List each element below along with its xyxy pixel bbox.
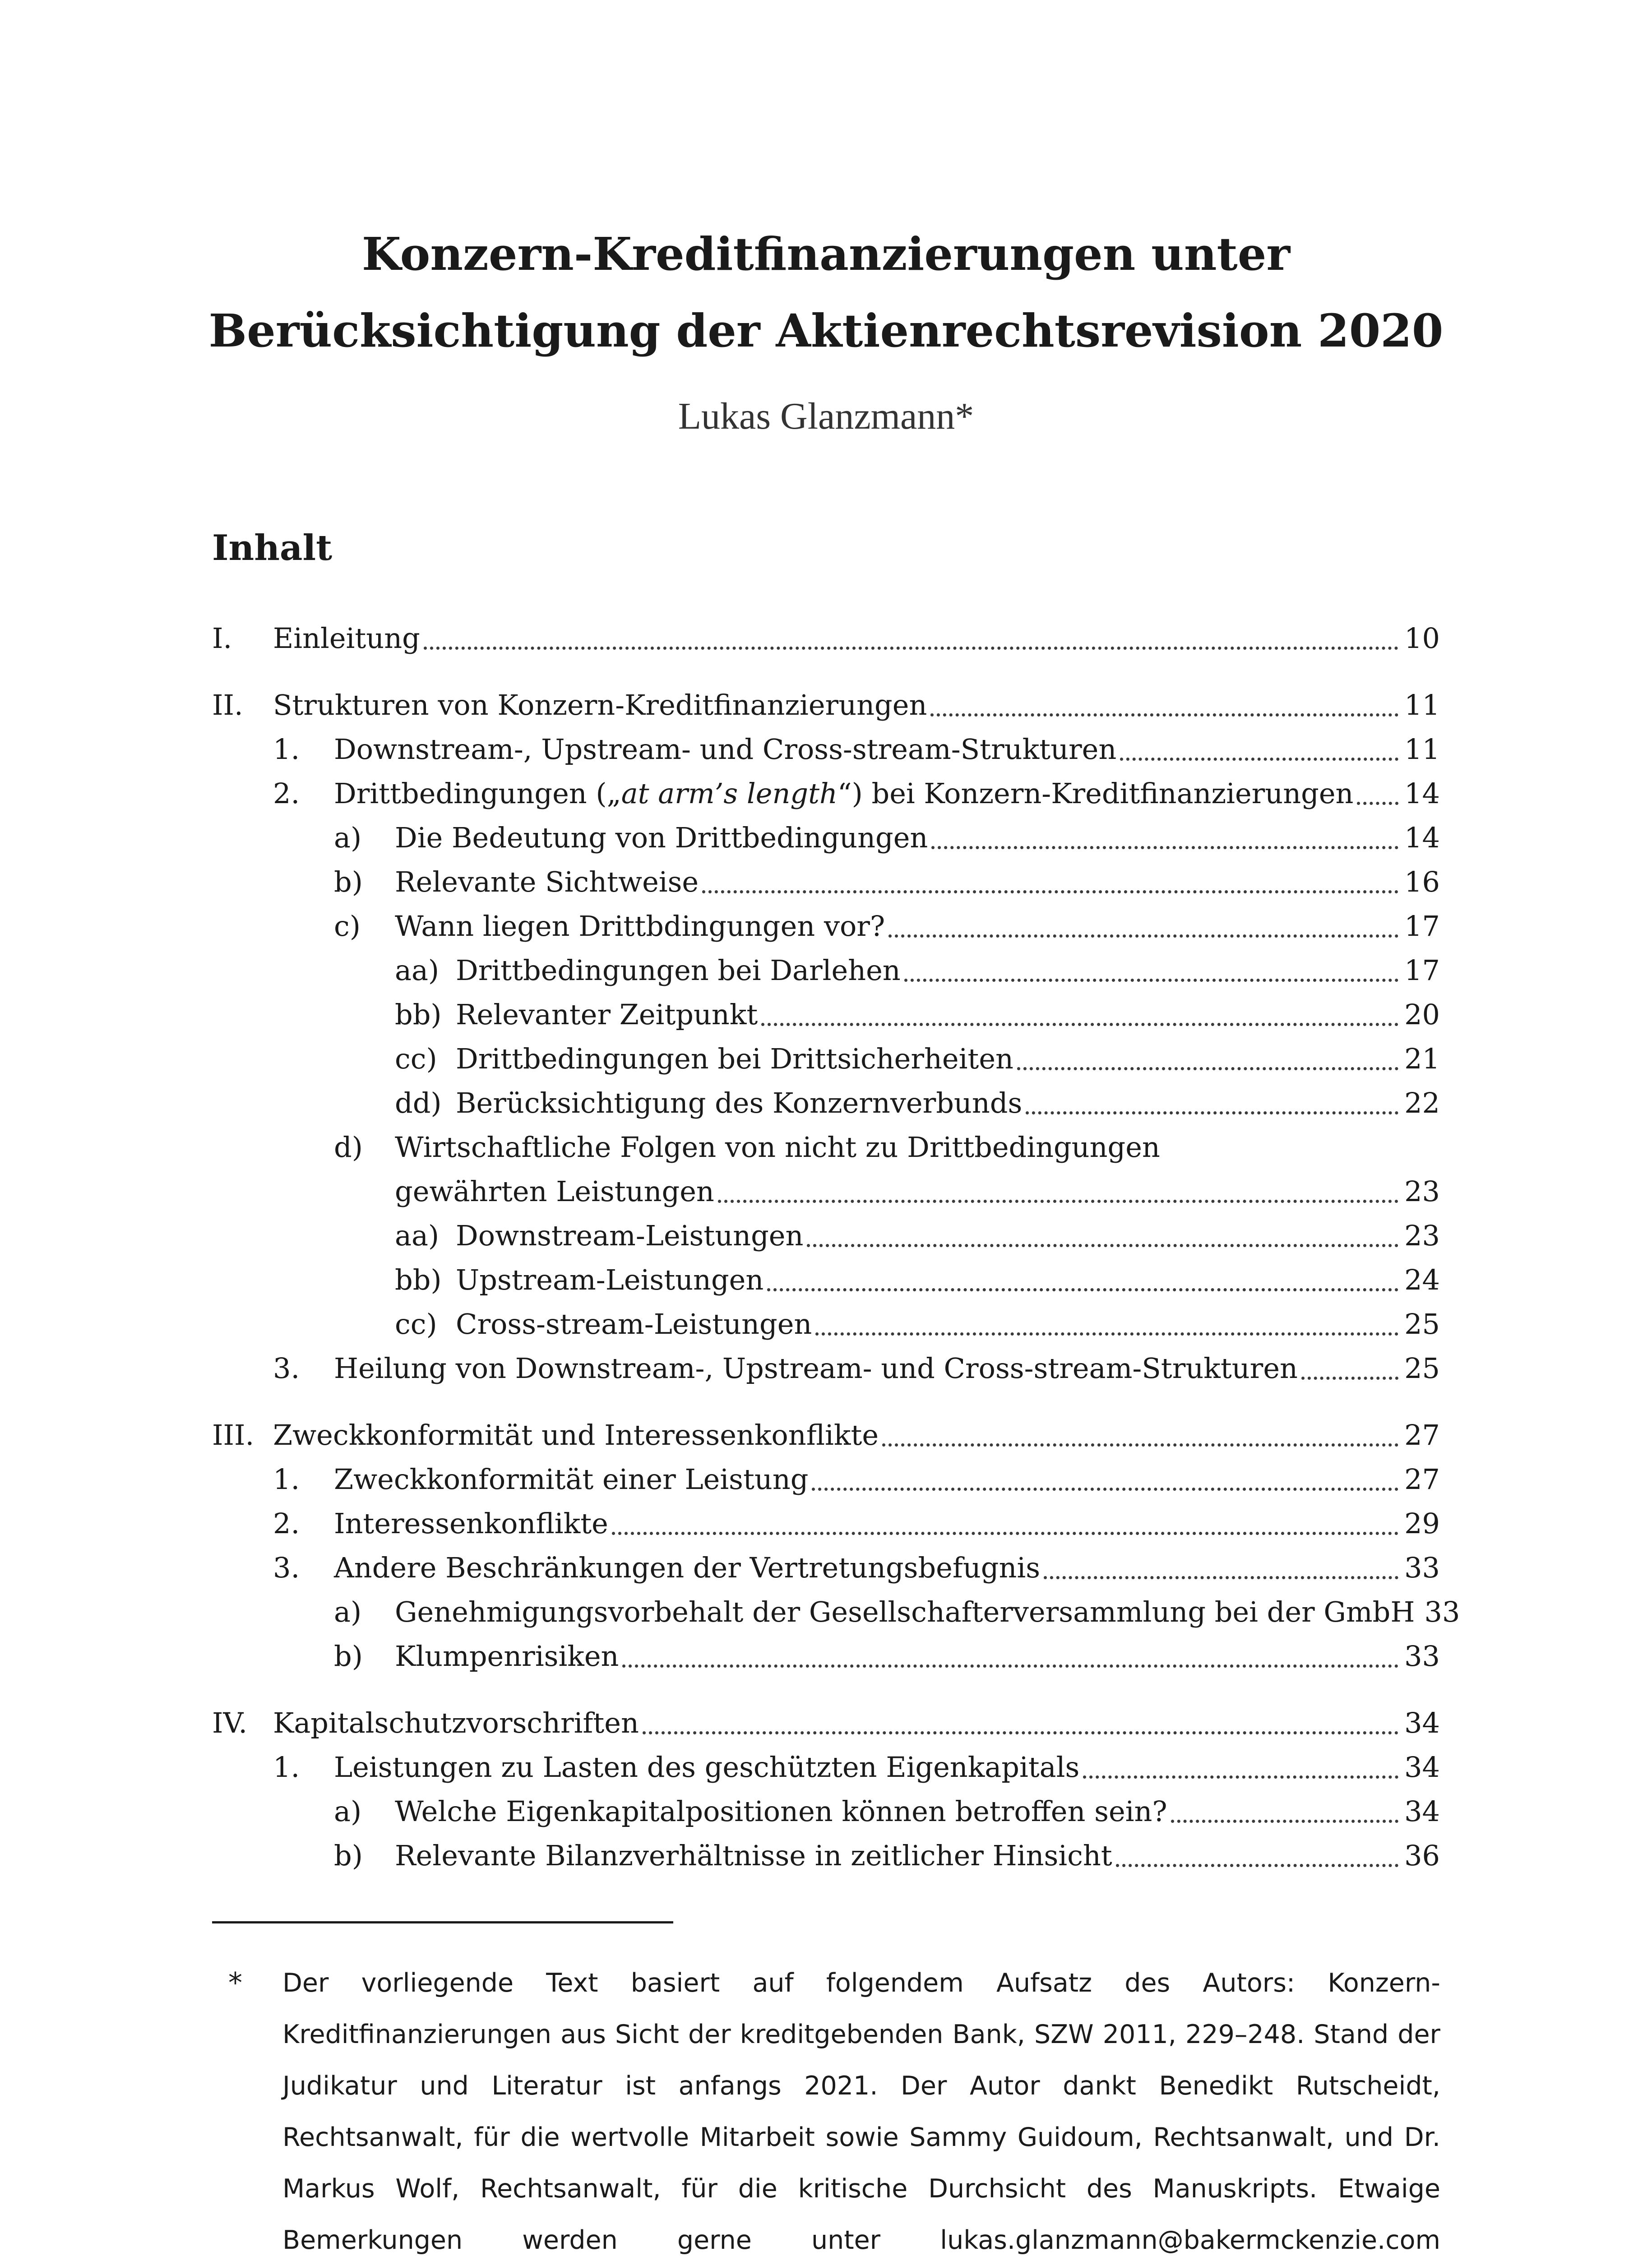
toc-page-number: 27	[1404, 1463, 1440, 1496]
toc-entry-title-line: Wirtschaftliche Folgen von nicht zu Drittbedingungen	[395, 1131, 1160, 1164]
toc-entry-title: Zweckkonformität einer Leistung	[334, 1463, 809, 1496]
toc-entry-number: 3.	[273, 1352, 300, 1385]
toc-entry-line	[395, 860, 1440, 904]
toc-entry-title: Genehmigungsvorbehalt der Gesellschafterversammlung bei der GmbH	[395, 1595, 1415, 1628]
toc-leader-dots	[1301, 1368, 1398, 1380]
toc-entry-title: Relevante Sichtweise	[395, 865, 699, 898]
toc-page-number: 34	[1404, 1706, 1440, 1739]
toc-entry-number: b)	[334, 1839, 363, 1872]
toc-page-number: 14	[1404, 777, 1440, 810]
toc-entry	[0, 860, 1440, 904]
toc-entry	[0, 1413, 1440, 1457]
toc-entry	[0, 1125, 1440, 1170]
toc-entry	[0, 1302, 1440, 1346]
toc-page-number: 20	[1404, 998, 1440, 1031]
toc-entry	[0, 904, 1440, 948]
toc-entry-number: dd)	[395, 1086, 442, 1119]
toc-entry-line	[273, 683, 1440, 727]
toc-entry-number: b)	[334, 865, 363, 898]
toc-page-number: 21	[1404, 1042, 1440, 1075]
toc-entry-number: 1.	[273, 1751, 300, 1784]
toc-leader-dots	[882, 1434, 1398, 1447]
toc-heading: Inhalt	[212, 527, 333, 569]
toc-entry	[0, 727, 1440, 772]
toc-entry-title-part: Drittbedingungen („	[334, 777, 621, 810]
toc-entry-title: Downstream-, Upstream- und Cross-stream-Strukturen	[334, 733, 1117, 766]
toc-entry-number: b)	[334, 1640, 363, 1673]
toc-page-number: 14	[1404, 821, 1440, 854]
article-title	[0, 216, 1652, 369]
toc-entry	[0, 1081, 1440, 1125]
toc-entry-number: bb)	[395, 1263, 442, 1296]
toc-entry-line	[456, 948, 1440, 993]
toc-entry-title: Andere Beschränkungen der Vertretungsbefugnis	[334, 1551, 1041, 1584]
toc-entry-title: Berücksichtigung des Konzernverbunds	[456, 1086, 1023, 1119]
toc-entry-line	[334, 1502, 1440, 1546]
footnote-mark: *	[228, 1966, 242, 1999]
toc-entry-number: aa)	[395, 954, 440, 987]
toc-page-number: 17	[1404, 954, 1440, 987]
toc-page-number: 33	[1404, 1551, 1440, 1584]
toc-entry-line	[273, 1413, 1440, 1457]
toc-leader-dots	[1017, 1058, 1398, 1070]
toc-entry-title: Strukturen von Konzern-Kreditfinanzierungen	[273, 689, 927, 721]
toc-entry-number: 2.	[273, 1507, 300, 1540]
toc-entry	[0, 1258, 1440, 1302]
toc-entry	[0, 1789, 1440, 1834]
toc-leader-dots	[1083, 1766, 1398, 1779]
toc-leader-dots	[643, 1722, 1398, 1734]
toc-entry-number: a)	[334, 1595, 362, 1628]
toc-page-number: 34	[1404, 1795, 1440, 1828]
toc-entry-title: Kapitalschutzvorschriften	[273, 1706, 639, 1739]
toc-entry-line	[273, 616, 1440, 661]
toc-page-number: 36	[1404, 1839, 1440, 1872]
toc-entry	[0, 1502, 1440, 1546]
toc-leader-dots	[931, 837, 1398, 849]
toc-entry	[0, 1834, 1440, 1878]
toc-entry-line	[395, 1834, 1440, 1878]
toc-entry	[0, 616, 1440, 661]
toc-entry-line	[395, 1590, 1460, 1634]
toc-entry-title	[334, 772, 1353, 816]
toc-entry	[0, 993, 1440, 1037]
toc-entry-title: Wann liegen Drittbdingungen vor?	[395, 910, 885, 943]
toc-entry-number: 1.	[273, 1463, 300, 1496]
toc-page-number: 33	[1404, 1640, 1440, 1673]
toc-entry-line	[456, 1258, 1440, 1302]
toc-entry-title: Upstream-Leistungen	[456, 1263, 764, 1296]
toc-leader-dots	[1171, 1811, 1398, 1823]
toc-entry-number: 3.	[273, 1551, 300, 1584]
toc-entry-number: c)	[334, 910, 361, 943]
toc-entry-title: Leistungen zu Lasten des geschützten Eigenkapitals	[334, 1751, 1080, 1784]
toc-entry-number: 1.	[273, 733, 300, 766]
toc-leader-dots	[1026, 1102, 1398, 1114]
toc-entry-number: a)	[334, 821, 362, 854]
toc-entry-line	[395, 816, 1440, 860]
author-name: Lukas Glanzmann*	[678, 395, 974, 437]
toc-page-number: 27	[1404, 1419, 1440, 1452]
toc-page-number: 11	[1404, 689, 1440, 721]
toc-entry-title: Relevante Bilanzverhältnisse in zeitlicher Hinsicht	[395, 1839, 1112, 1872]
toc-entry	[0, 816, 1440, 860]
toc-entry-line	[334, 772, 1440, 816]
toc-entry-title: Zweckkonformität und Interessenkonflikte	[273, 1419, 879, 1452]
toc-leader-dots	[1044, 1567, 1398, 1579]
toc-entry-title: gewährten Leistungen	[395, 1175, 714, 1208]
toc-entry-line	[395, 904, 1440, 948]
toc-entry-line	[334, 1745, 1440, 1789]
toc-entry-title: Heilung von Downstream-, Upstream- und Cross-stream-Strukturen	[334, 1352, 1298, 1385]
toc-leader-dots	[767, 1279, 1398, 1291]
toc-leader-dots	[930, 704, 1398, 717]
toc-page-number: 10	[1404, 622, 1440, 655]
toc-entry	[0, 1214, 1440, 1258]
footnote-text: Der vorliegende Text basiert auf folgendem Aufsatz des Autors: Konzern-Kreditfinanzierungen aus Sicht der kreditgebenden Bank, SZW 2011, 229–248. Stand der Judikatur und Literatur ist anfangs 2021. Der Autor dankt Benedikt Rutscheidt, Rechtsanwalt, für die wertvolle Mitarbeit sowie Sammy Guidoum, Rechtsanwalt, und Dr. Markus Wolf, Rechtsanwalt, für die kritische Durchsicht des Manuskripts. Etwaige Bemerkungen werden gerne unter lukas.glanzmann@bakermckenzie.com	[282, 1968, 1440, 2255]
toc-entry-line	[395, 1170, 1440, 1214]
toc-leader-dots	[888, 925, 1398, 938]
toc-entry-title-italic: at arm’s length	[621, 777, 838, 810]
toc-page-number: 23	[1404, 1219, 1440, 1252]
toc-entry-title-part: “) bei Konzern-Kreditfinanzierungen	[837, 777, 1354, 810]
toc-entry-number: d)	[334, 1131, 363, 1164]
toc-entry-line	[456, 1302, 1440, 1346]
toc-entry	[0, 1745, 1440, 1789]
toc-leader-dots	[622, 1655, 1398, 1668]
toc-entry-title: Klumpenrisiken	[395, 1640, 619, 1673]
toc-leader-dots	[1120, 749, 1398, 761]
toc-page-number: 33	[1424, 1595, 1460, 1628]
toc-entry-title: Einleitung	[273, 622, 420, 655]
toc-entry-line	[273, 1701, 1440, 1745]
toc-entry-number: a)	[334, 1795, 362, 1828]
toc-entry-line	[456, 993, 1440, 1037]
toc-entry-number: cc)	[395, 1042, 437, 1075]
toc-page-number: 29	[1404, 1507, 1440, 1540]
toc-page-number: 34	[1404, 1751, 1440, 1784]
toc-entry-number: aa)	[395, 1219, 440, 1252]
toc-entry-title: Drittbedingungen bei Darlehen	[456, 954, 901, 987]
toc-entry-line	[334, 727, 1440, 772]
toc-entry	[0, 772, 1440, 816]
toc-entry-title: Die Bedeutung von Drittbedingungen	[395, 821, 928, 854]
toc-entry	[0, 1546, 1440, 1590]
toc-entry	[0, 1346, 1440, 1391]
toc-page-number: 25	[1404, 1308, 1440, 1341]
toc-entry-number: II.	[212, 689, 243, 721]
toc-entry	[0, 1590, 1460, 1634]
toc-entry-number: I.	[212, 622, 232, 655]
toc-entry-line	[334, 1546, 1440, 1590]
toc-entry-line	[334, 1346, 1440, 1391]
toc-leader-dots	[807, 1235, 1398, 1247]
toc-entry-number: bb)	[395, 998, 442, 1031]
toc-entry-number: IV.	[212, 1706, 248, 1739]
toc-entry-line	[456, 1214, 1440, 1258]
toc-entry-number: 2.	[273, 777, 300, 810]
toc-entry-number: cc)	[395, 1308, 437, 1341]
toc-leader-dots	[815, 1323, 1398, 1336]
toc-page-number: 17	[1404, 910, 1440, 943]
toc-entry-line	[395, 1789, 1440, 1834]
toc-entry	[0, 1037, 1440, 1081]
toc-entry-title: Relevanter Zeitpunkt	[456, 998, 758, 1031]
toc-page-number: 25	[1404, 1352, 1440, 1385]
toc-leader-dots	[761, 1014, 1398, 1026]
toc-leader-dots	[718, 1191, 1398, 1203]
title-line-2: Berücksichtigung der Aktienrechtsrevision 2020	[208, 304, 1444, 357]
toc-entry-continuation	[0, 1170, 1440, 1214]
toc-entry-title: Cross-stream-Leistungen	[456, 1308, 812, 1341]
title-line-1: Konzern-Kreditfinanzierungen unter	[361, 227, 1291, 281]
toc-leader-dots	[904, 970, 1398, 982]
toc-entry	[0, 683, 1440, 727]
toc-entry-number: III.	[212, 1419, 255, 1452]
toc-leader-dots	[424, 638, 1398, 650]
toc-page-number: 23	[1404, 1175, 1440, 1208]
toc-leader-dots	[812, 1479, 1398, 1491]
toc-entry-line	[456, 1037, 1440, 1081]
toc-entry-title: Welche Eigenkapitalpositionen können betroffen sein?	[395, 1795, 1167, 1828]
toc-entry-title: Downstream-Leistungen	[456, 1219, 804, 1252]
toc-entry	[0, 1457, 1440, 1502]
toc-entry-title: Drittbedingungen bei Drittsicherheiten	[456, 1042, 1013, 1075]
toc-entry-line	[395, 1634, 1440, 1678]
toc-page-number: 24	[1404, 1263, 1440, 1296]
toc-entry	[0, 1634, 1440, 1678]
toc-page-number: 16	[1404, 865, 1440, 898]
toc-entry	[0, 1701, 1440, 1745]
toc-page-number: 22	[1404, 1086, 1440, 1119]
toc-entry	[0, 948, 1440, 993]
toc-entry-title: Interessenkonflikte	[334, 1507, 608, 1540]
toc-page-number: 11	[1404, 733, 1440, 766]
footnote-separator	[212, 1921, 673, 1923]
toc-leader-dots	[1357, 793, 1398, 805]
toc-leader-dots	[1116, 1855, 1398, 1867]
toc-leader-dots	[612, 1523, 1398, 1535]
toc-entry-line	[456, 1081, 1440, 1125]
toc-leader-dots	[702, 881, 1398, 893]
toc-entry-line	[334, 1457, 1440, 1502]
